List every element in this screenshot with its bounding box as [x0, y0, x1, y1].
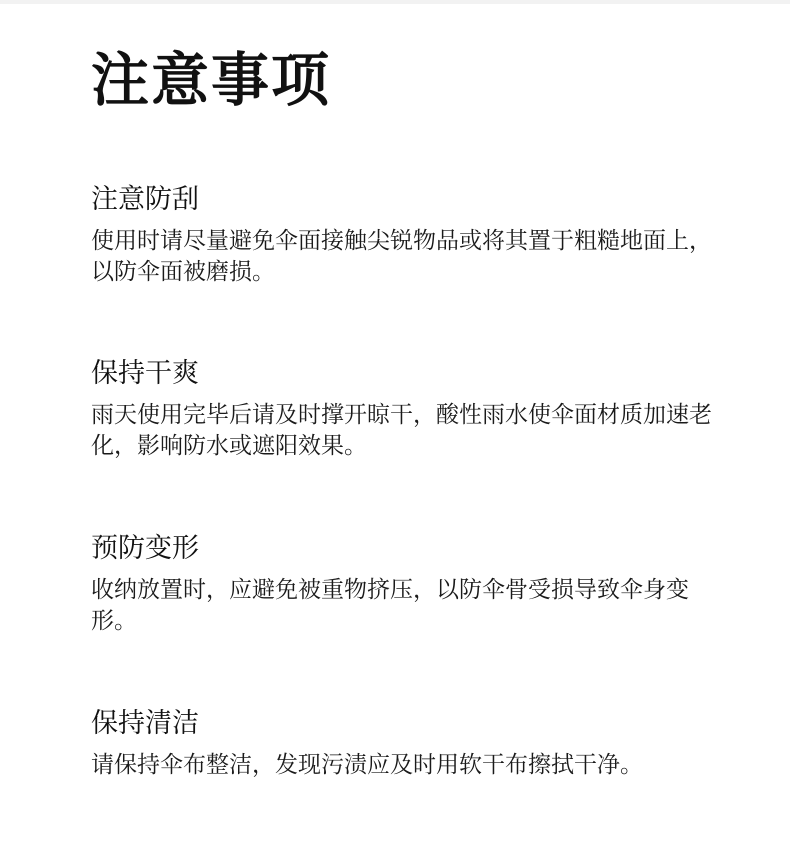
section-heading: 保持清洁: [91, 708, 199, 739]
section-prevent-deformation: [91, 531, 731, 637]
section-heading: 注意防刮: [91, 184, 199, 215]
page-title: 注意事项: [91, 46, 332, 114]
section-body: 请保持伞布整洁，发现污渍应及时用软干布擦拭干净。: [91, 752, 643, 778]
section-heading: 保持干爽: [91, 358, 199, 389]
section-scratch-prevention: [91, 182, 731, 288]
top-divider: [0, 0, 790, 4]
section-heading: 预防变形: [91, 533, 199, 564]
section-keep-clean: [91, 706, 731, 781]
section-body: 收纳放置时，应避免被重物挤压，以防伞骨受损导致伞身变形。: [91, 577, 689, 634]
care-notice: [91, 40, 731, 778]
section-keep-dry: [91, 356, 731, 462]
section-body: 使用时请尽量避免伞面接触尖锐物品或将其置于粗糙地面上，以防伞面被磨损。: [91, 228, 712, 285]
section-body: 雨天使用完毕后请及时撑开晾干，酸性雨水使伞面材质加速老化，影响防水或遮阳效果。: [91, 402, 712, 459]
